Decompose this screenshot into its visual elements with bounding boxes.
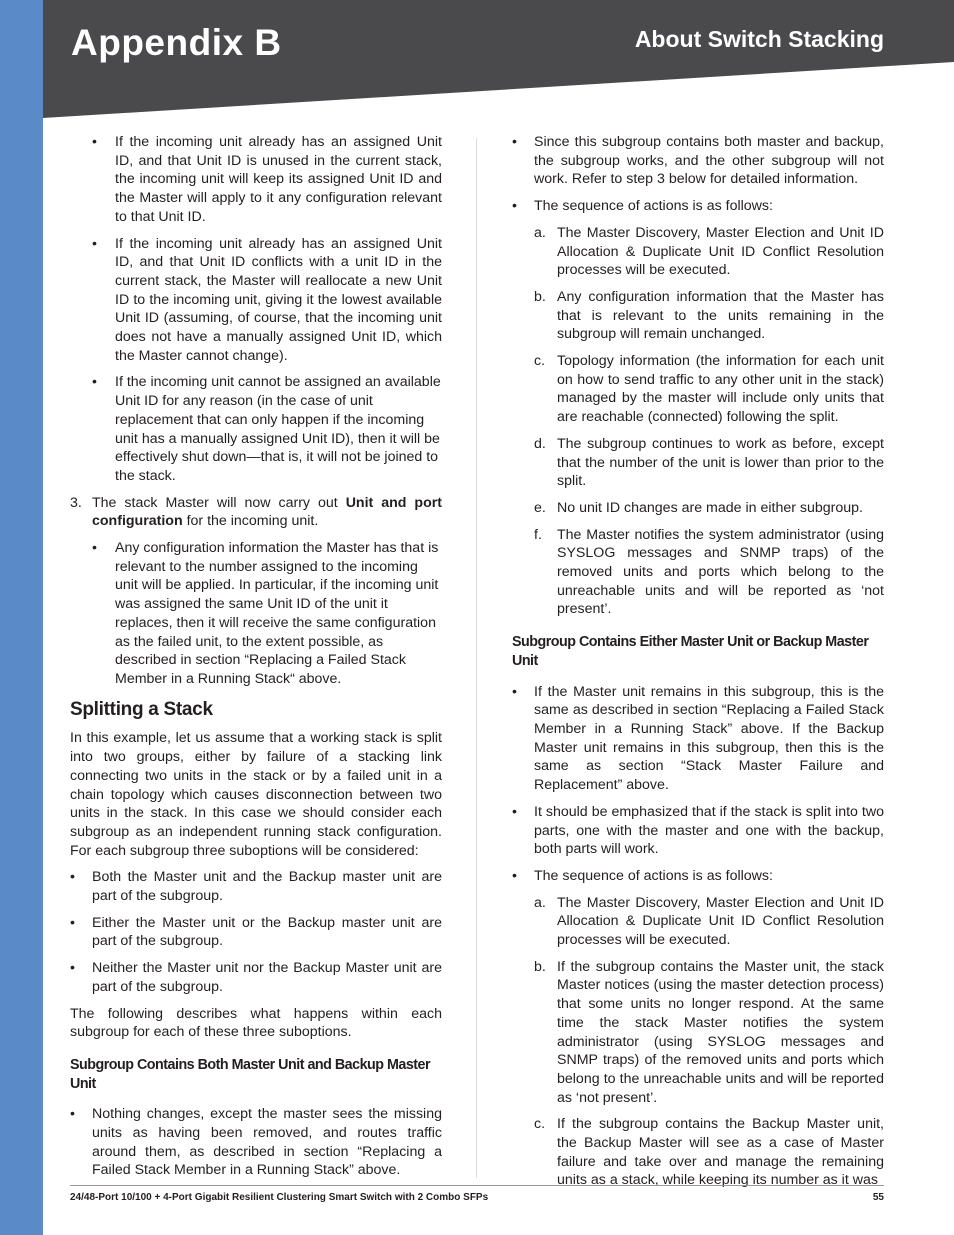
list-text: If the subgroup contains the Master unit, the stack Master notices (using the master detection process) that some units no longer respond. At the same time the stack Master notifies the system administrator (using SYSLOG messages and SNMP traps) of the removed units and ports which belong to the unreachable units and will be reported as ‘not present’. (557, 958, 884, 1106)
list-marker: b. (534, 958, 546, 975)
list-item: • If the incoming unit already has an assigned Unit ID, and that Unit ID conflicts with a unit ID in the current stack, the Master will reallocate a new Unit ID to the incoming unit, giving it the lowest available Unit ID (assuming, of course, that the incoming unit does not have a manually assigned Unit ID, which the Master cannot change). (70, 235, 442, 366)
list-text: If the subgroup contains the Backup Master unit, the Backup Master will see as a case of Master failure and take over and manage the remaining units as a stack, while keeping its number as it was (557, 1116, 884, 1189)
footer-rule (70, 1185, 884, 1186)
list-text: Any configuration information that the Master has that is relevant to the units remaining in the subgroup will remain unchanged. (557, 288, 884, 343)
list-item: • Since this subgroup contains both master and backup, the subgroup works, and the other subgroup will not work. Refer to step 3 below for detailed information. (512, 133, 884, 189)
list-item: • If the Master unit remains in this subgroup, this is the same as described in section “Replacing a Failed Stack Member in a Running Stack” above. If the Backup Master unit remains in this subgroup, then this is the same as section “Stack Master Failure and Replacement” above. (512, 683, 884, 795)
list-item: • Either the Master unit or the Backup master unit are part of the subgroup. (70, 914, 442, 951)
list-item: • Any configuration information the Master has that is relevant to the number assigned to the incoming unit will be applied. In particular, if the incoming unit was assigned the same Unit ID of the unit it replaces, then it will receive the same configuration as the failed unit, to the extent possible, as described in section “Replacing a Failed Stack Member in a Running Stack“ above. (70, 539, 442, 689)
sequence-list (512, 224, 884, 619)
list-marker: f. (534, 526, 542, 543)
list-marker: a. (534, 224, 546, 241)
left-color-band (0, 0, 43, 1235)
list-item (512, 958, 884, 1108)
incoming-unit-list (70, 133, 442, 486)
list-marker: c. (534, 353, 546, 370)
list-marker: e. (534, 499, 546, 516)
following-paragraph: The following describes what happens within each subgroup for each of these three suboptions. (70, 1005, 442, 1041)
list-item: • Nothing changes, except the master sees the missing units as having been removed, and routes traffic around them, as described in section “Replacing a Failed Stack Member in a Running Stack” above. (70, 1105, 442, 1180)
list-item: • It should be emphasized that if the stack is split into two parts, one with the master and one with the backup, both parts will work. (512, 803, 884, 859)
list-text: The subgroup continues to work as before, except that the number of the unit is lower than prior to the split. (557, 435, 884, 490)
list-item (512, 288, 884, 344)
list-item: • The sequence of actions is as follows: (512, 197, 884, 216)
list-text: The Master Discovery, Master Election and Unit ID Allocation & Duplicate Unit ID Conflict Resolution processes will be executed. (557, 224, 884, 279)
page-number: 55 (872, 1192, 884, 1203)
splitting-paragraph: In this example, let us assume that a working stack is split into two groups, either by failure of a stacking link connecting two units in the stack or by a failed unit in a chain topology which causes disconnection between two units in the stack. In this case we should consider each subgroup as an independent running stack configuration. For each subgroup three suboptions will be considered: (70, 730, 442, 859)
list-text: The Master Discovery, Master Election and Unit ID Allocation & Duplicate Unit ID Conflict Resolution processes will be executed. (557, 894, 884, 949)
list-item (512, 499, 884, 518)
list-item: • Neither the Master unit nor the Backup Master unit are part of the subgroup. (70, 959, 442, 996)
step-text: for the incoming unit. (182, 513, 319, 530)
step-3-list (70, 539, 442, 689)
left-column (70, 133, 442, 1188)
list-item (512, 1115, 884, 1190)
list-marker: a. (534, 894, 546, 911)
section-title: About Switch Stacking (634, 26, 884, 52)
list-item: • If the incoming unit cannot be assigned an available Unit ID for any reason (in the case of unit replacement that can only happen if the incoming unit has a manually assigned Unit ID), then it will be effectively shut down—that is, it will not be joined to the stack. (70, 373, 442, 485)
splitting-heading: Splitting a Stack (70, 698, 213, 720)
list-item: • Both the Master unit and the Backup master unit are part of the subgroup. (70, 868, 442, 905)
both-list (70, 1105, 442, 1180)
step-text: The stack Master will now carry out (92, 494, 346, 511)
list-item (512, 526, 884, 620)
either-heading: Subgroup Contains Either Master Unit or Backup Master Unit (512, 634, 869, 669)
either-list (512, 683, 884, 886)
step-bold-text: Unit and port configuration (92, 494, 443, 530)
list-item (512, 224, 884, 280)
list-text: The Master notifies the system administrator (using SYSLOG messages and SNMP traps) of the removed units and ports which belong to the unreachable units and will be reported as ‘not present’. (557, 526, 884, 618)
list-item (512, 435, 884, 491)
both-heading: Subgroup Contains Both Master Unit and Backup Master Unit (70, 1056, 431, 1092)
list-marker: d. (534, 435, 546, 452)
list-item: • If the incoming unit already has an assigned Unit ID, and that Unit ID is unused in the current stack, the incoming unit will keep its assigned Unit ID and the Master will apply to it any configuration relevant to that Unit ID. (70, 133, 442, 227)
list-text: No unit ID changes are made in either subgroup. (557, 499, 864, 516)
right-column (512, 133, 884, 1198)
appendix-title: Appendix B (71, 22, 282, 63)
list-marker: b. (534, 288, 546, 305)
step-marker: 3. (70, 494, 82, 511)
footer-product-name: 24/48-Port 10/100 + 4-Port Gigabit Resilient Clustering Smart Switch with 2 Combo SFPs (70, 1192, 489, 1203)
list-text: Topology information (the information for each unit on how to send traffic to any other unit in the stack) managed by the master will include only units that are reachable (connected) following the split. (557, 353, 884, 426)
list-marker: c. (534, 1116, 546, 1133)
suboption-list (70, 868, 442, 996)
list-item (512, 894, 884, 950)
either-sequence-list (512, 894, 884, 1191)
both-list-continued (512, 133, 884, 216)
list-item: • The sequence of actions is as follows: (512, 867, 884, 886)
column-divider (476, 138, 477, 1178)
list-item (512, 352, 884, 427)
step-3 (70, 494, 442, 531)
